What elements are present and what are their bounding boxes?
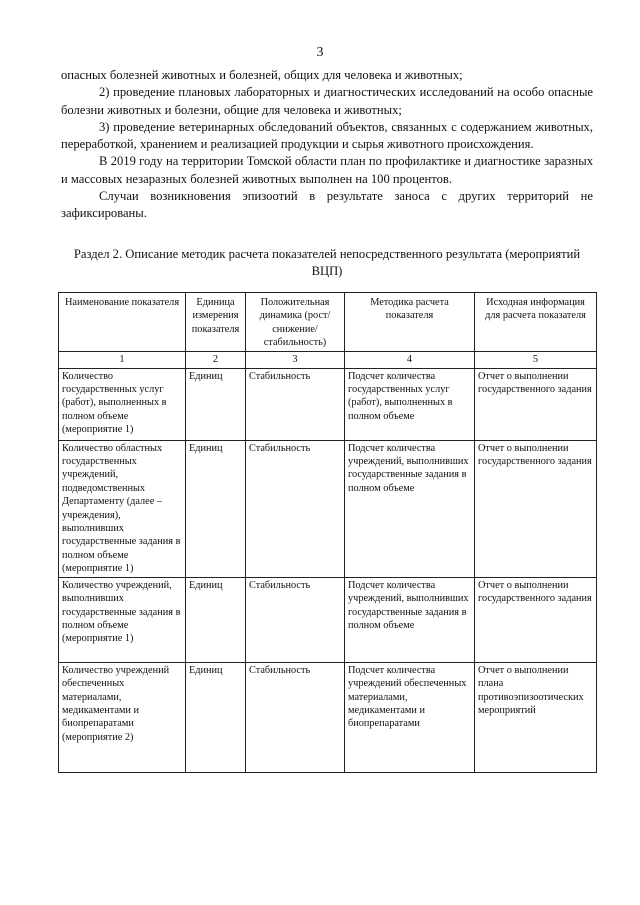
- indicator-name: Количество учреждений обеспеченных материалами, медикаментами и биопрепаратами (мероприятие 2): [59, 662, 186, 772]
- column-number: 4: [345, 351, 475, 368]
- indicator-source: Отчет о выполнении государственного задания: [475, 440, 597, 577]
- header-indicator-name: Наименование показателя: [59, 293, 186, 352]
- header-dynamics: Положительная динамика (рост/снижение/ стабильность): [246, 293, 345, 352]
- indicator-name: Количество учреждений, выполнивших государственные задания в полном объеме (мероприятие 1): [59, 577, 186, 662]
- indicator-dynamics: Стабильность: [246, 440, 345, 577]
- header-unit: Единица измерения показателя: [186, 293, 246, 352]
- indicator-method: Подсчет количества учреждений, выполнивших государственные задания в полном объеме: [345, 577, 475, 662]
- indicator-dynamics: Стабильность: [246, 368, 345, 440]
- indicator-method: Подсчет количества государственных услуг (работ), выполненных в полном объеме: [345, 368, 475, 440]
- table-row: [59, 368, 597, 440]
- column-number: 1: [59, 351, 186, 368]
- table-row: [59, 577, 597, 662]
- column-number: 2: [186, 351, 246, 368]
- indicator-unit: Единиц: [186, 440, 246, 577]
- table-row: [59, 662, 597, 772]
- indicator-source: Отчет о выполнении государственного задания: [475, 577, 597, 662]
- indicator-name: Количество областных государственных учреждений, подведомственных Департаменту (далее – учреждения), выполнивших государственные задания в полном объеме (мероприятие 1): [59, 440, 186, 577]
- intro-paragraph: В 2019 году на территории Томской области план по профилактике и диагностике заразных и массовых незаразных болезней животных выполнен на 100 процентов.: [61, 154, 593, 186]
- table-header-row: [59, 293, 597, 352]
- header-source: Исходная информация для расчета показателя: [475, 293, 597, 352]
- intro-paragraph: Случаи возникновения эпизоотий в результате заноса с других территорий не зафиксированы.: [61, 189, 593, 221]
- indicator-dynamics: Стабильность: [246, 577, 345, 662]
- header-method: Методика расчета показателя: [345, 293, 475, 352]
- column-number-row: [59, 351, 597, 368]
- table-row: [59, 440, 597, 577]
- indicator-name: Количество государственных услуг (работ), выполненных в полном объеме (мероприятие 1): [59, 368, 186, 440]
- page-number: 3: [316, 45, 324, 60]
- intro-paragraph: 2) проведение плановых лабораторных и диагностических исследований на особо опасные болезни животных и болезни, общие для человека и животных;: [61, 85, 593, 117]
- indicator-unit: Единиц: [186, 577, 246, 662]
- intro-text: [61, 67, 593, 223]
- indicator-source: Отчет о выполнении государственного задания: [475, 368, 597, 440]
- column-number: 5: [475, 351, 597, 368]
- indicator-method: Подсчет количества учреждений, выполнивших государственные задания в полном объеме: [345, 440, 475, 577]
- column-number: 3: [246, 351, 345, 368]
- intro-paragraph: опасных болезней животных и болезней, общих для человека и животных;: [61, 68, 463, 82]
- indicator-unit: Единиц: [186, 662, 246, 772]
- indicator-unit: Единиц: [186, 368, 246, 440]
- indicators-table: [58, 292, 597, 773]
- indicator-method: Подсчет количества учреждений обеспеченных материалами, медикаментами и биопрепаратами: [345, 662, 475, 772]
- intro-paragraph: 3) проведение ветеринарных обследований объектов, связанных с содержанием животных, переработкой, хранением и реализацией продукции и сырья животного происхождения.: [61, 119, 593, 152]
- section-title: Раздел 2. Описание методик расчета показателей непосредственного результата (мероприятий ВЦП): [73, 247, 581, 278]
- indicator-source: Отчет о выполнении плана противоэпизоотических мероприятий: [475, 662, 597, 772]
- indicator-dynamics: Стабильность: [246, 662, 345, 772]
